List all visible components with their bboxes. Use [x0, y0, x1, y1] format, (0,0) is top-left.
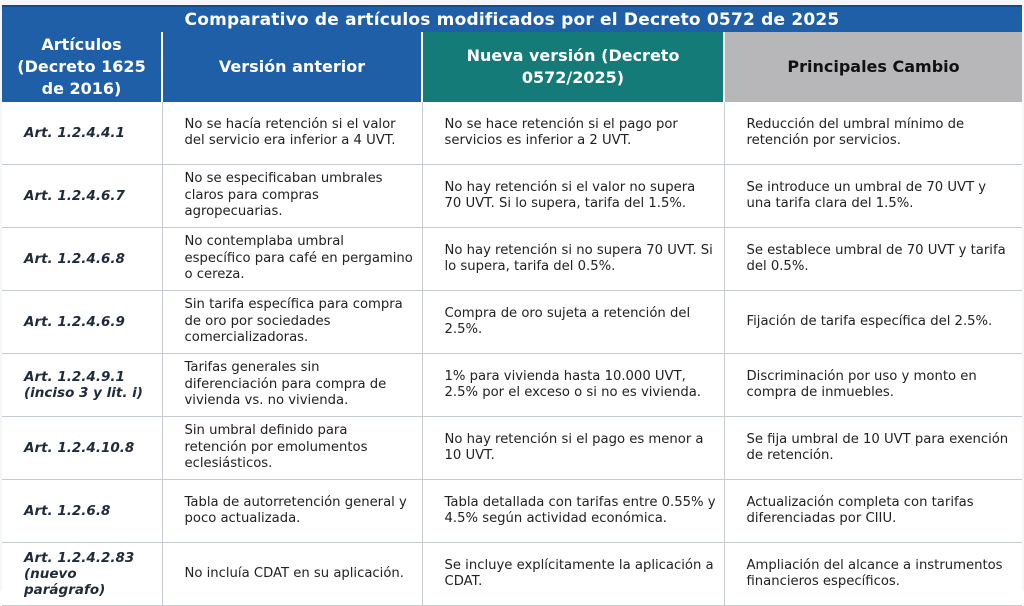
cell-version-anterior: No incluía CDAT en su aplicación. — [162, 543, 422, 606]
cell-articulo: Art. 1.2.4.10.8 — [2, 417, 162, 480]
cell-principales-cambio: Actualización completa con tarifas diferenciadas por CIIU. — [724, 480, 1022, 543]
cell-principales-cambio: Discriminación por uso y monto en compra de inmuebles. — [724, 354, 1022, 417]
cell-version-anterior: Sin tarifa específica para compra de oro por sociedades comercializadoras. — [162, 291, 422, 354]
header-row — [2, 32, 1022, 102]
table-row — [2, 228, 1022, 291]
table-row — [2, 354, 1022, 417]
table-row — [2, 543, 1022, 606]
header-version-anterior: Versión anterior — [162, 32, 422, 102]
cell-principales-cambio: Se introduce un umbral de 70 UVT y una tarifa clara del 1.5%. — [724, 165, 1022, 228]
cell-articulo: Art. 1.2.4.6.9 — [2, 291, 162, 354]
cell-principales-cambio: Fijación de tarifa específica del 2.5%. — [724, 291, 1022, 354]
cell-version-anterior: No se hacía retención si el valor del servicio era inferior a 4 UVT. — [162, 102, 422, 165]
cell-articulo: Art. 1.2.4.6.7 — [2, 165, 162, 228]
table-row — [2, 291, 1022, 354]
header-articulos: Artículos (Decreto 1625 de 2016) — [2, 32, 162, 102]
table-row — [2, 102, 1022, 165]
cell-principales-cambio: Se fija umbral de 10 UVT para exención de retención. — [724, 417, 1022, 480]
cell-principales-cambio: Se establece umbral de 70 UVT y tarifa del 0.5%. — [724, 228, 1022, 291]
cell-version-anterior: Tarifas generales sin diferenciación para compra de vivienda vs. no vivienda. — [162, 354, 422, 417]
cell-version-anterior: Tabla de autorretención general y poco actualizada. — [162, 480, 422, 543]
table-row — [2, 165, 1022, 228]
cell-articulo: Art. 1.2.4.2.83 (nuevo parágrafo) — [2, 543, 162, 606]
cell-nueva-version: No hay retención si el pago es menor a 10 UVT. — [422, 417, 724, 480]
comparison-table — [2, 32, 1022, 606]
cell-nueva-version: No hay retención si el valor no supera 70 UVT. Si lo supera, tarifa del 1.5%. — [422, 165, 724, 228]
cell-nueva-version: Se incluye explícitamente la aplicación a CDAT. — [422, 543, 724, 606]
table-row — [2, 417, 1022, 480]
cell-nueva-version: Tabla detallada con tarifas entre 0.55% y 4.5% según actividad económica. — [422, 480, 724, 543]
cell-version-anterior: Sin umbral definido para retención por emolumentos eclesiásticos. — [162, 417, 422, 480]
header-principales-cambio: Principales Cambio — [724, 32, 1022, 102]
header-nueva-version: Nueva versión (Decreto 0572/2025) — [422, 32, 724, 102]
cell-nueva-version: No hay retención si no supera 70 UVT. Si lo supera, tarifa del 0.5%. — [422, 228, 724, 291]
cell-nueva-version: 1% para vivienda hasta 10.000 UVT, 2.5% por el exceso o si no es vivienda. — [422, 354, 724, 417]
cell-articulo: Art. 1.2.6.8 — [2, 480, 162, 543]
cell-nueva-version: Compra de oro sujeta a retención del 2.5%. — [422, 291, 724, 354]
cell-nueva-version: No se hace retención si el pago por servicios es inferior a 2 UVT. — [422, 102, 724, 165]
cell-articulo: Art. 1.2.4.4.1 — [2, 102, 162, 165]
cell-version-anterior: No se especificaban umbrales claros para compras agropecuarias. — [162, 165, 422, 228]
table-title: Comparativo de artículos modificados por el Decreto 0572 de 2025 — [2, 5, 1022, 33]
cell-principales-cambio: Reducción del umbral mínimo de retención por servicios. — [724, 102, 1022, 165]
cell-version-anterior: No contemplaba umbral específico para café en pergamino o cereza. — [162, 228, 422, 291]
cell-principales-cambio: Ampliación del alcance a instrumentos financieros específicos. — [724, 543, 1022, 606]
cell-articulo: Art. 1.2.4.9.1 (inciso 3 y lit. i) — [2, 354, 162, 417]
table-row — [2, 480, 1022, 543]
cell-articulo: Art. 1.2.4.6.8 — [2, 228, 162, 291]
